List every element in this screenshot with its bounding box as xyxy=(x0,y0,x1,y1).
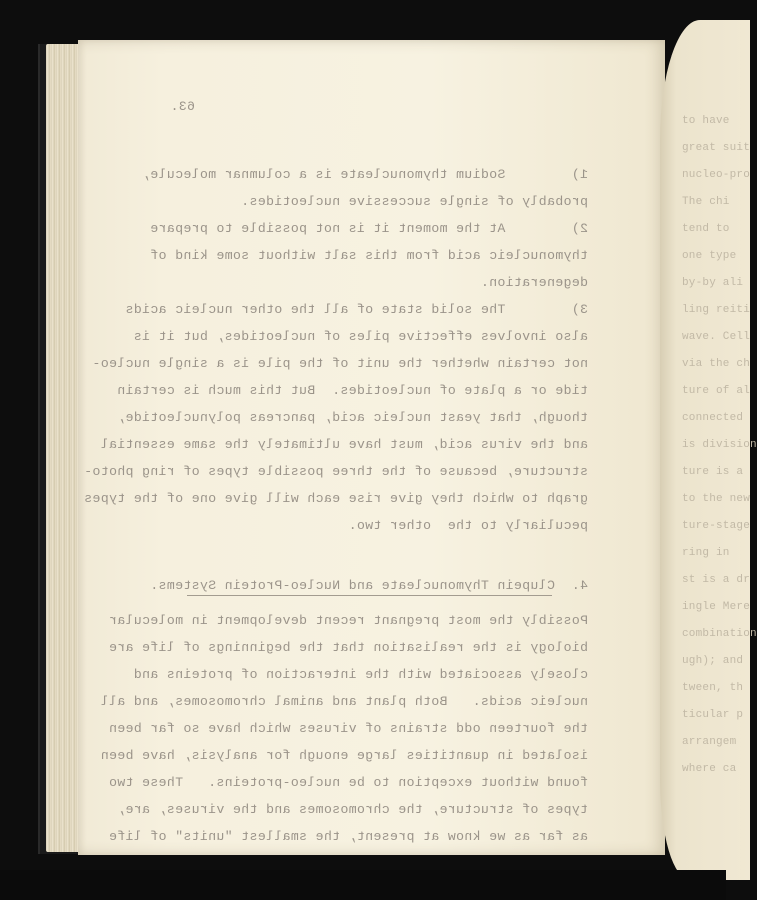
facing-page-text: ingle Mere xyxy=(682,601,751,613)
facing-page-text: one type xyxy=(682,250,737,262)
facing-page-text: via the ch xyxy=(682,358,751,370)
text-line: not certain whether the unit of the pile is a single nucleo- xyxy=(92,356,588,371)
text-line: peculiarly to the other two. xyxy=(348,518,588,533)
text-line: 1) Sodium thymonucleate is a columnar molecule, xyxy=(141,167,588,182)
text-line: biology is the realisation that the beginnings of life are xyxy=(108,640,588,655)
page-number: 63. xyxy=(170,99,195,114)
text-line: structure, because of the three possible types of ring photo- xyxy=(83,464,588,479)
text-line: though, that yeast nucleic acid, pancreas polynucleotide, xyxy=(116,410,588,425)
text-line: and the virus acid, must have ultimately the same essential xyxy=(100,437,588,452)
facing-page-text: st is a dr xyxy=(682,574,751,586)
facing-page-text: nucleo-pro xyxy=(682,169,751,181)
facing-page-text: ugh); and xyxy=(682,655,744,667)
text-line: 3) The solid state of all the other nucleic acids xyxy=(125,302,588,317)
facing-page-text: great suit xyxy=(682,142,751,154)
text-line: isolated in quantities large enough for analysis, have been xyxy=(100,748,588,763)
facing-page-text: wave. Cell xyxy=(682,331,751,343)
facing-page-text: connected xyxy=(682,412,744,424)
text-line: types of structure, the chromosomes and the viruses, are, xyxy=(116,802,588,817)
facing-page-text: tween, th xyxy=(682,682,744,694)
facing-page-text: The chi xyxy=(682,196,730,208)
section-heading: 4. Clupein Thymonucleate and Nucleo-Protein Systems. xyxy=(150,578,588,593)
facing-page-text: arrangem xyxy=(682,736,737,748)
facing-page-text: ture of al xyxy=(682,385,751,397)
mirrored-text-layer xyxy=(78,40,665,855)
facing-page-text: where ca xyxy=(682,763,737,775)
scan-background xyxy=(0,870,726,900)
text-line: thymonucleic acid from this salt without some kind of xyxy=(150,248,588,263)
text-line: degeneration. xyxy=(480,275,588,290)
text-line: as far as we know at present, the smallest "units" of life xyxy=(108,829,588,844)
text-line: nucleic acids. Both plant and animal chromosomes, and all xyxy=(100,694,588,709)
facing-page-text: ticular p xyxy=(682,709,744,721)
facing-page-text: ring in xyxy=(682,547,730,559)
facing-page-text: ture-stage xyxy=(682,520,751,532)
text-line: probably of single successive nucleotides. xyxy=(240,194,588,209)
text-line: 2) At the moment it is not possible to prepare xyxy=(150,221,588,236)
facing-page-text: combination xyxy=(682,628,757,640)
text-line: Possibly the most pregnant recent development in molecular xyxy=(108,613,588,628)
text-line: the fourteen odd strains of viruses which have so far been xyxy=(108,721,588,736)
document-page xyxy=(78,40,665,855)
facing-page-text: tend to xyxy=(682,223,730,235)
facing-page-text: to have xyxy=(682,115,730,127)
facing-page-text: to the new xyxy=(682,493,751,505)
facing-page-text: is division xyxy=(682,439,757,451)
text-line: also involves effective piles of nucleotides, but it is xyxy=(133,329,588,344)
text-line: found without exception to be nucleo-proteins. These two xyxy=(108,775,588,790)
heading-underline xyxy=(187,595,552,596)
facing-page-text: by-by ali xyxy=(682,277,744,289)
text-line: closely associated with the interaction of proteins and xyxy=(133,667,588,682)
text-line: tide or a plate of nucleotides. But this much is certain xyxy=(116,383,588,398)
facing-page-text: ling reiti xyxy=(682,304,751,316)
text-line: graph to which they give rise each will give one of the types xyxy=(83,491,588,506)
facing-page-text: ture is a xyxy=(682,466,744,478)
facing-page xyxy=(660,20,757,880)
